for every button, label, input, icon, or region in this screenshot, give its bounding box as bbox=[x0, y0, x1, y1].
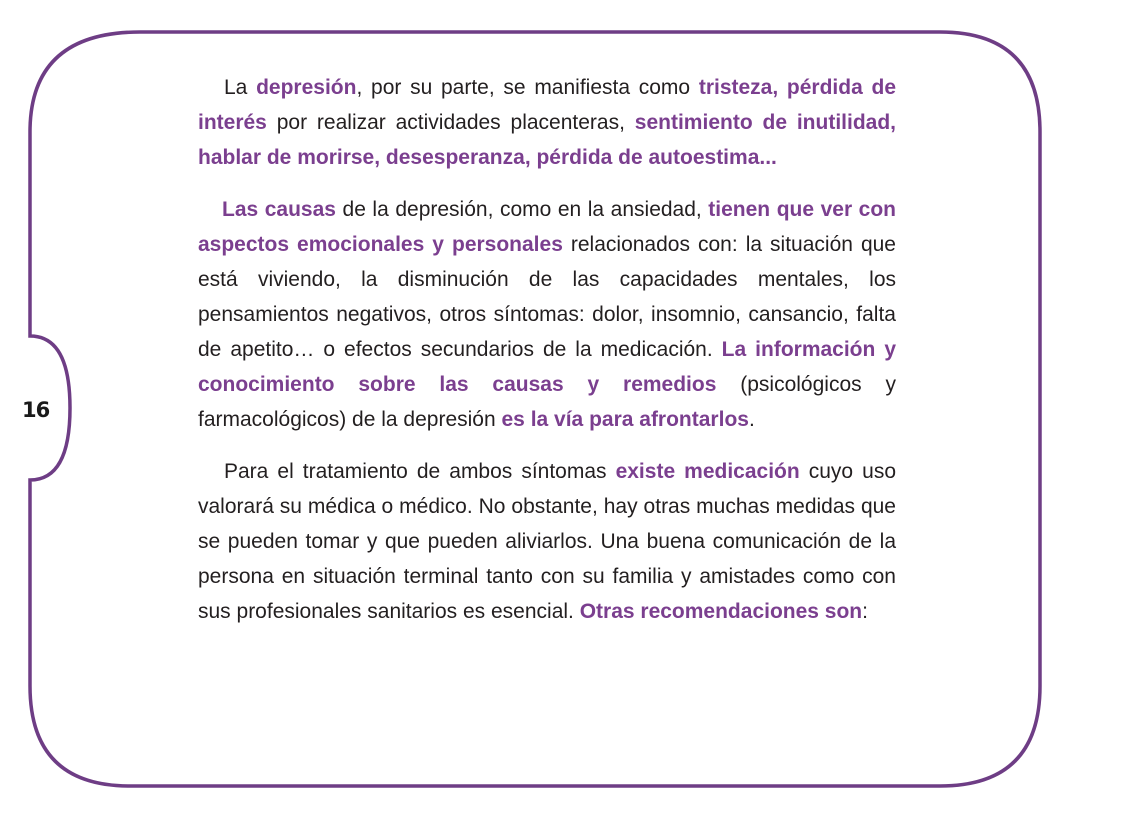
highlight-segment: tienen que ver con aspectos emocionales y personales bbox=[198, 198, 896, 256]
highlight-segment: depresión bbox=[256, 76, 357, 99]
text-segment: por realizar actividades placenteras, bbox=[266, 111, 635, 134]
text-segment: cuyo uso valorará su médica o médico. No obstante, hay otras muchas medidas que se pueden tomar y que pueden aliviarlos. Una buena comunicación de la persona en situación terminal tanto con su familia y amistades como con sus profesionales sanitarios es esencial. bbox=[198, 460, 896, 623]
highlight-segment: La información y conocimiento sobre las causas y remedios bbox=[198, 338, 897, 396]
page-number: 16 bbox=[22, 398, 50, 422]
paragraph-depresion bbox=[198, 70, 896, 175]
highlight-segment: tristeza, pérdida de interés bbox=[198, 76, 896, 134]
text-segment: de la depresión, como en la ansiedad, bbox=[335, 198, 709, 221]
text-segment: relacionados con: la situación que está viviendo, la disminución de las capacidades mentales, los pensamientos negativos, otros síntomas: dolor, insomnio, cansancio, falta de apetito… o efectos secundarios de la medicación. bbox=[198, 233, 896, 361]
text-segment: (psicológicos y farmacológicos) de la depresión bbox=[198, 373, 896, 431]
highlight-segment: Otras recomendaciones son bbox=[579, 600, 863, 623]
highlight-segment: sentimiento de inutilidad, hablar de morirse, desesperanza, pérdida de autoestima... bbox=[198, 111, 897, 169]
paragraph-tratamiento bbox=[198, 454, 896, 629]
text-segment: La bbox=[224, 76, 257, 99]
highlight-segment: Las causas bbox=[222, 198, 336, 221]
text-segment: . bbox=[748, 408, 755, 431]
body-text bbox=[198, 70, 896, 629]
text-segment: Para el tratamiento de ambos síntomas bbox=[224, 460, 616, 483]
text-segment: , por su parte, se manifiesta como bbox=[356, 76, 699, 99]
highlight-segment: es la vía para afrontarlos bbox=[501, 408, 749, 431]
text-segment: : bbox=[862, 600, 868, 623]
paragraph-causas bbox=[198, 192, 896, 437]
highlight-segment: existe medicación bbox=[615, 460, 800, 483]
